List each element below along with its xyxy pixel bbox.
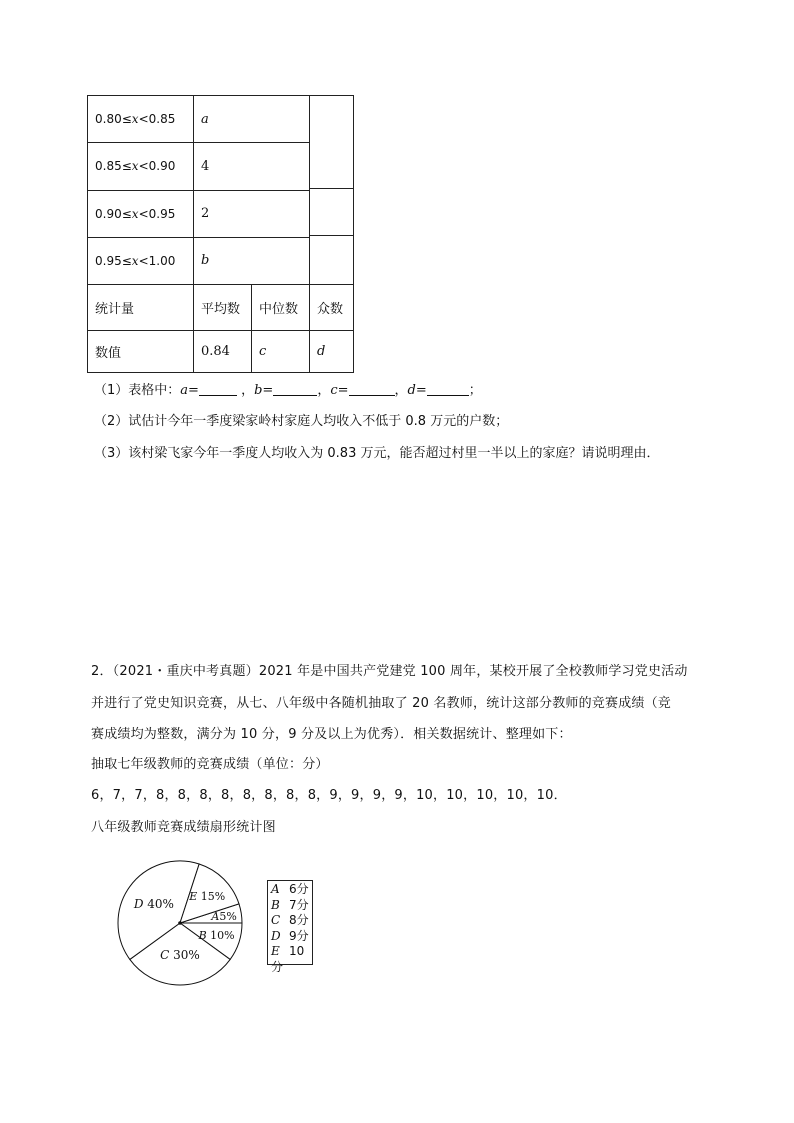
blank-side-cell bbox=[310, 96, 354, 285]
problem2-scores: 6，7，7，8，8，8，8，8，8，8，8，9，9，9，9，10，10，10，10，10． bbox=[91, 788, 567, 803]
range-cell: 0.95≤x<1.00 bbox=[88, 237, 194, 284]
legend-label: 9分 bbox=[289, 928, 309, 943]
question-2: （2）试估计今年一季度梁家岭村家庭人均收入不低于 0.8 万元的户数； bbox=[94, 414, 509, 429]
pie-label-d: D 40% bbox=[133, 897, 174, 911]
problem2-line3: 赛成绩均为整数，满分为 10 分，9 分及以上为优秀）．相关数据统计、整理如下： bbox=[91, 727, 572, 742]
count-cell: 4 bbox=[194, 143, 310, 190]
mean-value: 0.84 bbox=[194, 331, 252, 373]
table-row bbox=[88, 96, 354, 143]
legend-key: C bbox=[271, 913, 281, 927]
pie-label-e: E 15% bbox=[189, 889, 226, 903]
statistics-table bbox=[87, 95, 354, 373]
pie-label-a: A5% bbox=[211, 910, 237, 923]
q1-b-label: b= bbox=[254, 383, 274, 398]
chart-legend bbox=[267, 880, 313, 974]
legend-label: 6分 bbox=[289, 882, 309, 896]
median-value: c bbox=[252, 331, 310, 373]
range-cell: 0.90≤x<0.95 bbox=[88, 190, 194, 237]
pie-label-b: B 10% bbox=[198, 928, 235, 942]
q1-prefix: （1）表格中： bbox=[94, 383, 181, 398]
question-1 bbox=[94, 379, 482, 398]
mode-value: d bbox=[310, 331, 354, 373]
legend-label: 8分 bbox=[289, 913, 309, 927]
answer-blank-d[interactable] bbox=[427, 382, 469, 396]
legend-item bbox=[271, 944, 312, 975]
legend-key: E bbox=[271, 944, 280, 958]
count-cell: 2 bbox=[194, 190, 310, 237]
legend-item bbox=[271, 929, 312, 945]
stat-header-label: 统计量 bbox=[88, 285, 194, 331]
pie-center-dot bbox=[178, 921, 182, 925]
legend-item bbox=[271, 882, 312, 898]
problem2-line4: 抽取七年级教师的竞赛成绩（单位：分） bbox=[91, 757, 329, 772]
problem2-line1: 2．（2021・重庆中考真题）2021 年是中国共产党建党 100 周年，某校开展了全校教师学习党史活动 bbox=[91, 664, 688, 679]
q1-end: ； bbox=[468, 383, 482, 398]
q1-a-label: a= bbox=[180, 383, 199, 398]
mean-header: 平均数 bbox=[194, 285, 252, 331]
separator: ， bbox=[241, 383, 255, 398]
stat-value-label: 数值 bbox=[88, 331, 194, 373]
table-row bbox=[88, 331, 354, 373]
count-cell: b bbox=[194, 237, 310, 284]
legend-key: A bbox=[271, 882, 280, 896]
chart-title: 八年级教师竞赛成绩扇形统计图 bbox=[91, 820, 276, 835]
separator: ， bbox=[317, 383, 331, 398]
table-row bbox=[88, 285, 354, 331]
pie-label-c: C 30% bbox=[160, 948, 200, 963]
question-3: （3）该村梁飞家今年一季度人均收入为 0.83 万元，能否超过村里一半以上的家庭？请说明理由． bbox=[94, 446, 660, 461]
answer-blank-c[interactable] bbox=[349, 382, 395, 396]
q1-c-label: c= bbox=[330, 383, 349, 398]
range-cell: 0.80≤x<0.85 bbox=[88, 96, 194, 143]
median-header: 中位数 bbox=[252, 285, 310, 331]
pie-chart bbox=[100, 845, 260, 1005]
separator: ， bbox=[394, 383, 408, 398]
problem2-line2: 并进行了党史知识竞赛，从七、八年级中各随机抽取了 20 名教师，统计这部分教师的竞赛成绩（竞 bbox=[91, 696, 672, 711]
legend-label: 10分 bbox=[271, 944, 305, 974]
count-cell: a bbox=[194, 96, 310, 143]
legend-item bbox=[271, 913, 312, 929]
legend-key: B bbox=[271, 897, 280, 912]
legend-key: D bbox=[271, 928, 281, 943]
answer-blank-b[interactable] bbox=[273, 382, 317, 396]
range-cell: 0.85≤x<0.90 bbox=[88, 143, 194, 190]
legend-item bbox=[271, 898, 312, 914]
q1-d-label: d= bbox=[407, 383, 427, 398]
answer-blank-a[interactable] bbox=[199, 382, 237, 396]
mode-header: 众数 bbox=[310, 285, 354, 331]
legend-label: 7分 bbox=[289, 897, 309, 912]
